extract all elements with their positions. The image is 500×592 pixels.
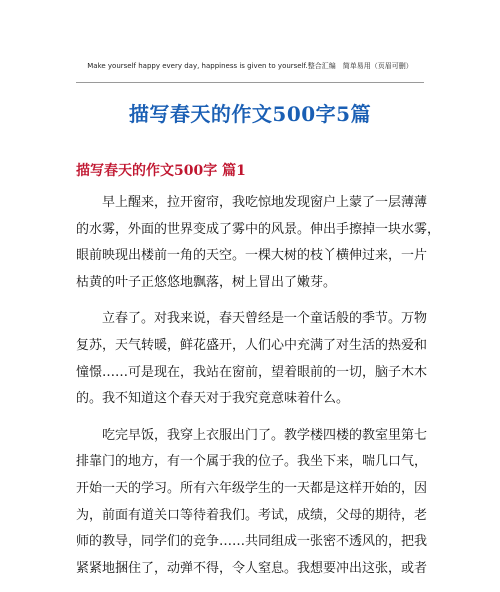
text-line: 眼前映现出楼前一角的天空。一棵大树的枝丫横伸过来，一片 [76,248,428,264]
essay-body [76,190,441,592]
text-line: 的水雾，外面的世界变成了雾中的风景。伸出手擦掉一块水雾， [76,221,441,237]
header-divider [76,82,424,83]
text-line: 早上醒来，拉开窗帘，我吃惊地发现窗户上蒙了一层薄薄 [76,195,428,210]
text-line: 立春了。对我来说，春天曾经是一个童话般的季节。万物 [76,311,428,327]
text-line: 师的教导，同学们的竞争……共同组成一张密不透风的，把我 [76,534,428,550]
paragraph-1 [76,190,441,296]
paragraph-2 [76,306,426,412]
text-line: 吃完早饭，我穿上衣服出门了。教学楼四楼的教室里第七 [76,427,428,443]
section-heading: 描写春天的作文500字 篇1 [76,163,246,179]
text-line: 为，前面有道关口等待着我们。考试，成绩，父母的期待，老 [76,507,428,523]
text-line: 的。我不知道这个春天对于我究竟意味着什么。 [76,391,350,407]
text-line: 憧憬……可是现在，我站在窗前，望着眼前的一切，脑子木木 [76,364,428,380]
document-title: 描写春天的作文500字5篇 [128,102,372,126]
text-line: 复苏，天气转暖，鲜花盛开，人们心中充满了对生活的热爱和 [76,337,428,353]
text-line: 开始一天的学习。所有六年级学生的一天都是这样开始的，因 [76,480,428,496]
text-line: 枯黄的叶子正悠悠地飘落，树上冒出了嫩芽。 [76,274,337,290]
paragraph-3 [76,423,426,583]
text-line: 排靠门的地方，有一个属于我的位子。我坐下来，喘几口气， [76,454,428,470]
text-line: 紧紧地捆住了，动弹不得，令人窒息。我想要冲出这张，或者 [76,560,428,576]
page-header-text: Make yourself happy every day, happiness is given to yourself.整合汇编 简单易用（页眉可删） [87,62,413,70]
